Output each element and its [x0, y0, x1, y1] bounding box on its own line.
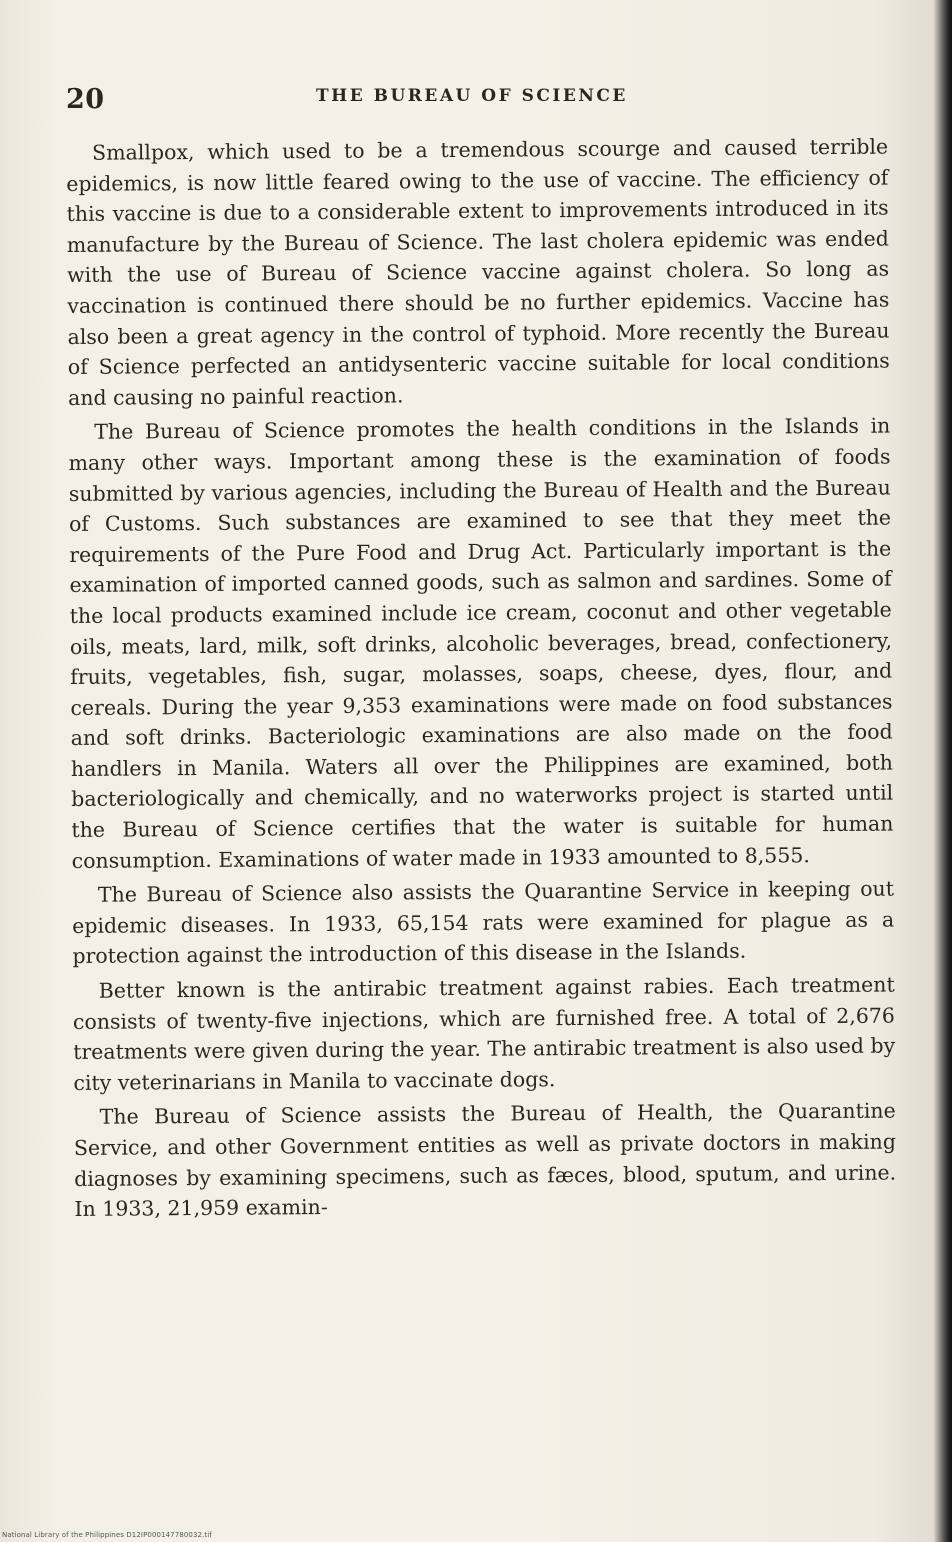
paragraph-diagnoses: The Bureau of Science assists the Bureau of Health, the Quarantine Service, and other Government entities as well as private doctors in making diagnoses by examining specimens, such as fæces, blood, sputum, and urine. In 1933, 21,959 examin-: [73, 1098, 897, 1222]
scan-credit: National Library of the Philippines D12IP000147780032.tif: [2, 1531, 212, 1539]
page-edge-shadow: [934, 0, 952, 1542]
paragraph-antirabic: Better known is the antirabic treatment against rabies. Each treatment consists of twenty-five injections, which are furnished free. A total of 2,676 treatments were given during the year. The antirabic treatment is also used by city veterinarians in Manila to vaccinate dogs.: [72, 972, 896, 1095]
paragraph-vaccines: Smallpox, which used to be a tremendous scourge and caused terrible epidemics, is now little feared owing to the use of vaccine. The efficiency of this vaccine is due to a considerable extent to improvements introduced in its manufacture by the Bureau of Science. The last cholera epidemic was ended with the use of Bureau of Science vaccine against cholera. So long as vaccination is continued there should be no further epidemics. Vaccine has also been a great agency in the control of typhoid. More recently the Bureau of Science perfected an antidysenteric vaccine suitable for local conditions and causing no painful reaction.: [66, 134, 890, 410]
paragraph-quarantine: The Bureau of Science also assists the Quarantine Service in keeping out epidemic diseases. In 1933, 65,154 rats were examined for plague as a protection against the introduction of this disease in the Islands.: [72, 876, 895, 969]
page-number: 20: [66, 84, 105, 115]
paragraph-food-examination: The Bureau of Science promotes the health conditions in the Islands in many other ways. Important among these is the examination of foods submitted by various agencies, including the Bureau of Health and the Bureau of Customs. Such substances are examined to see that they meet the requirements of the Pure Food and Drug Act. Particularly important is the examination of imported canned goods, such as salmon and sardines. Some of the local products examined include ice cream, coconut and other vegetable oils, meats, lard, milk, soft drinks, alcoholic beverages, bread, confectionery, fruits, vegetables, fish, sugar, molasses, soaps, cheese, dyes, flour, and cereals. During the year 9,353 examinations were made on food substances and soft drinks. Bacteriologic examinations are also made on the food handlers in Manila. Waters all over the Philippines are examined, both bacteriologically and chemically, and no waterworks project is started until the Bureau of Science certifies that the water is suitable for human consumption. Examinations of water made in 1933 amounted to 8,555.: [68, 413, 894, 873]
page-header: [66, 78, 886, 128]
body-text: [66, 132, 897, 1225]
running-head: THE BUREAU OF SCIENCE: [316, 86, 628, 106]
